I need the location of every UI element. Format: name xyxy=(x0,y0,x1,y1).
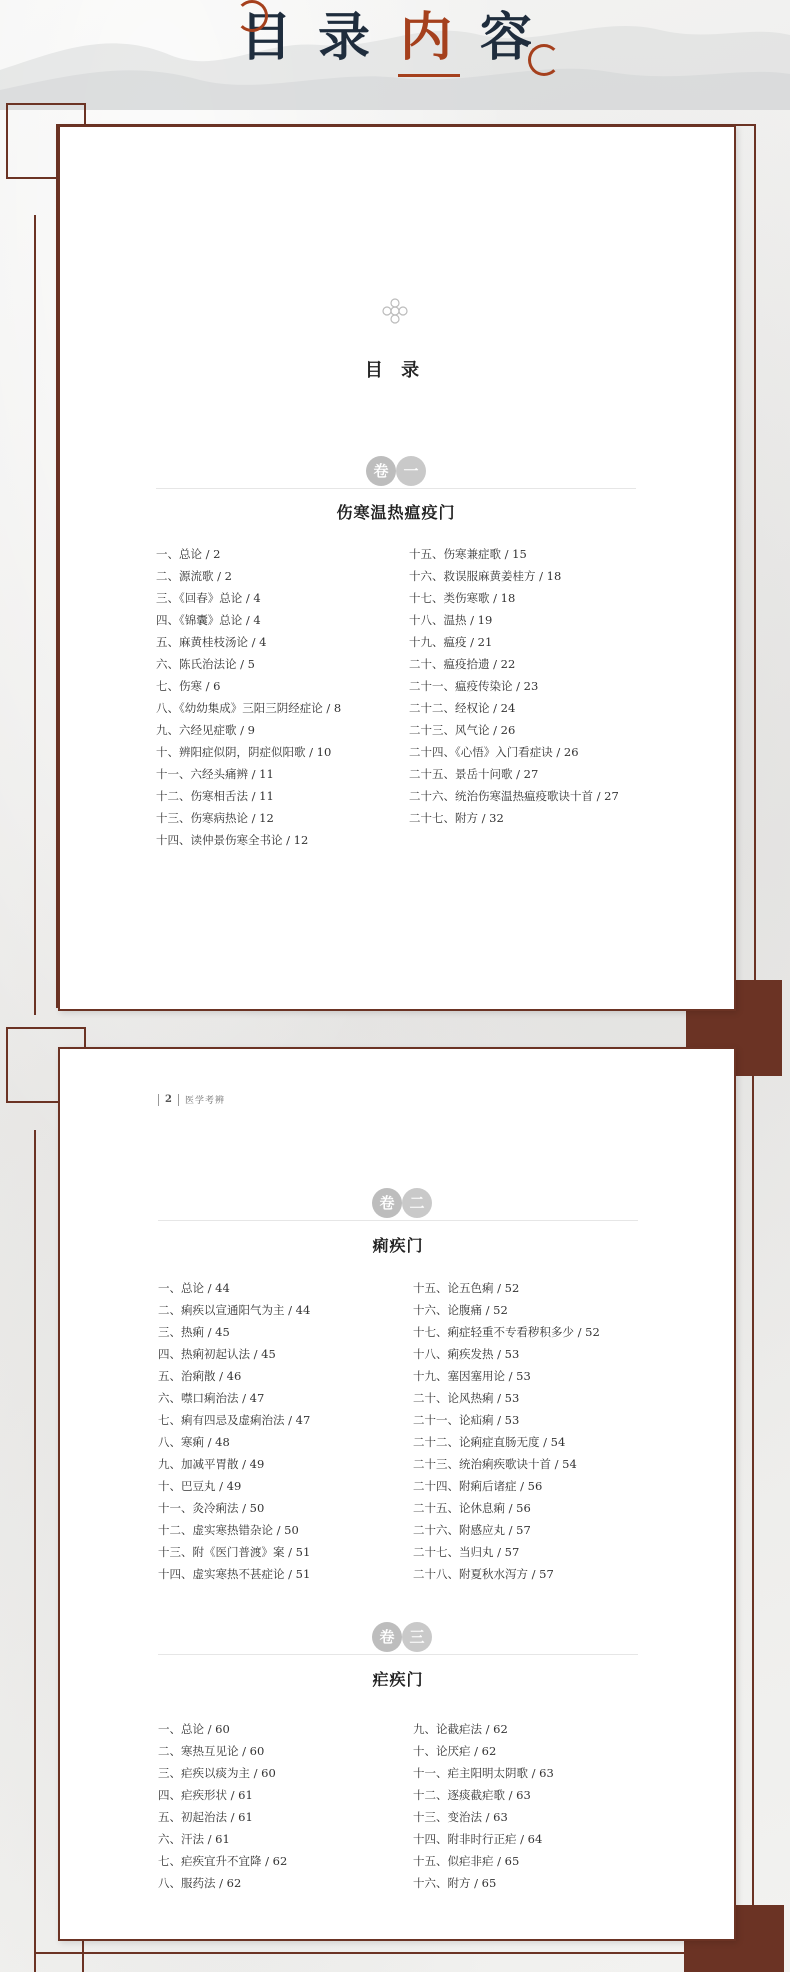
toc-entry: 二十、论风热痢 / 53 xyxy=(413,1391,520,1405)
header-char-1: 目 xyxy=(240,7,293,68)
page-number: 2 xyxy=(165,1094,172,1105)
toc-list-right-1 xyxy=(409,543,619,829)
toc-entry: 十一、六经头痛辨 / 11 xyxy=(156,767,274,781)
toc-entry: 二十一、论疝痢 / 53 xyxy=(413,1413,520,1427)
flower-ornament-icon xyxy=(380,296,410,326)
toc-list-right-2 xyxy=(413,1277,600,1585)
toc-entry: 十、论厌疟 / 62 xyxy=(413,1744,497,1758)
toc-entry: 十三、附《医门普渡》案 / 51 xyxy=(158,1545,311,1559)
toc-entry: 一、总论 / 44 xyxy=(158,1281,230,1295)
header-char-4: 容 xyxy=(480,7,533,68)
toc-entry: 十九、塞因塞用论 / 53 xyxy=(413,1369,531,1383)
toc-entry: 八、服药法 / 62 xyxy=(158,1876,242,1890)
toc-entry: 二十二、论痢症直肠无度 / 54 xyxy=(413,1435,566,1449)
toc-entry: 十、辨阳症似阴，阴症似阳歌 / 10 xyxy=(156,745,332,759)
toc-entry: 二十七、当归丸 / 57 xyxy=(413,1545,520,1559)
volume-title-1: 伤寒温热瘟疫门 xyxy=(336,503,456,522)
book-title: 医学考辨 xyxy=(184,1096,225,1106)
volume-badge-3: 卷 三 xyxy=(372,1622,432,1652)
toc-entry: 二十二、经权论 / 24 xyxy=(409,701,516,715)
toc-entry: 二、寒热互见论 / 60 xyxy=(158,1744,265,1758)
toc-entry: 十一、疟主阳明太阴歌 / 63 xyxy=(413,1766,554,1780)
header-char-2: 录 xyxy=(318,7,371,68)
side-rule-left-2 xyxy=(34,1130,36,1972)
toc-entry: 二、源流歌 / 2 xyxy=(156,569,233,583)
toc-entry: 十三、变治法 / 63 xyxy=(413,1810,508,1824)
toc-entry: 七、痢有四忌及虚痢治法 / 47 xyxy=(158,1413,311,1427)
toc-entry: 十四、虚实寒热不甚症论 / 51 xyxy=(158,1567,311,1581)
toc-entry: 七、疟疾宜升不宜降 / 62 xyxy=(158,1854,288,1868)
toc-entry: 二十四、附痢后诸症 / 56 xyxy=(413,1479,543,1493)
header-title xyxy=(0,0,790,90)
toc-entry: 十四、读仲景伤寒全书论 / 12 xyxy=(156,833,309,847)
volume-title-3: 疟疾门 xyxy=(372,1670,424,1689)
toc-entry: 三、疟疾以痰为主 / 60 xyxy=(158,1766,276,1780)
toc-entry: 五、治痢散 / 46 xyxy=(158,1369,242,1383)
toc-entry: 五、麻黄桂枝汤论 / 4 xyxy=(156,635,267,649)
volume-rule-3 xyxy=(158,1654,638,1655)
toc-list-left-1 xyxy=(156,543,341,851)
toc-entry: 二十五、景岳十问歌 / 27 xyxy=(409,767,539,781)
toc-entry: 二十一、瘟疫传染论 / 23 xyxy=(409,679,539,693)
volume-badge-1: 卷 一 xyxy=(366,456,426,486)
toc-entry: 二十、瘟疫拾遗 / 22 xyxy=(409,657,516,671)
toc-entry: 六、汗法 / 61 xyxy=(158,1832,230,1846)
toc-entry: 二十三、风气论 / 26 xyxy=(409,723,516,737)
volume-badge-2: 卷 二 xyxy=(372,1188,432,1218)
toc-entry: 二十八、附夏秋水泻方 / 57 xyxy=(413,1567,554,1581)
toc-entry: 十七、类伤寒歌 / 18 xyxy=(409,591,516,605)
toc-entry: 十五、论五色痢 / 52 xyxy=(413,1281,520,1295)
toc-entry: 十八、痢疾发热 / 53 xyxy=(413,1347,520,1361)
toc-entry: 十六、救误服麻黄姜桂方 / 18 xyxy=(409,569,562,583)
swirl-ornament-right xyxy=(528,44,560,76)
header-char-3: 内 xyxy=(400,7,453,68)
bottom-rule xyxy=(34,1952,774,1954)
toc-entry: 六、陈氏治法论 / 5 xyxy=(156,657,256,671)
toc-entry: 十七、痢症轻重不专看秽积多少 / 52 xyxy=(413,1325,600,1339)
toc-entry: 一、总论 / 2 xyxy=(156,547,221,561)
toc-entry: 十二、虚实寒热错杂论 / 50 xyxy=(158,1523,299,1537)
toc-entry: 十九、瘟疫 / 21 xyxy=(409,635,493,649)
toc-entry: 二十七、附方 / 32 xyxy=(409,811,504,825)
toc-entry: 十六、论腹痛 / 52 xyxy=(413,1303,508,1317)
toc-entry: 二十四、《心悟》入门看症诀 / 26 xyxy=(409,745,579,759)
toc-entry: 六、噤口痢治法 / 47 xyxy=(158,1391,265,1405)
toc-entry: 八、《幼幼集成》三阳三阴经症论 / 8 xyxy=(156,701,342,715)
toc-entry: 十二、伤寒相舌法 / 11 xyxy=(156,789,274,803)
toc-list-left-3 xyxy=(158,1718,287,1894)
toc-entry: 十八、温热 / 19 xyxy=(409,613,493,627)
toc-entry: 十五、似疟非疟 / 65 xyxy=(413,1854,520,1868)
side-rule-right-2 xyxy=(752,1050,754,1972)
toc-entry: 四、《锦囊》总论 / 4 xyxy=(156,613,261,627)
toc-entry: 五、初起治法 / 61 xyxy=(158,1810,253,1824)
toc-entry: 三、《回春》总论 / 4 xyxy=(156,591,261,605)
toc-entry: 十三、伤寒病热论 / 12 xyxy=(156,811,274,825)
toc-entry: 四、热痢初起认法 / 45 xyxy=(158,1347,276,1361)
toc-entry: 十六、附方 / 65 xyxy=(413,1876,497,1890)
toc-entry: 二十三、统治痢疾歌诀十首 / 54 xyxy=(413,1457,577,1471)
toc-list-left-2 xyxy=(158,1277,310,1585)
toc-entry: 三、热痢 / 45 xyxy=(158,1325,230,1339)
toc-entry: 十二、逐痰截疟歌 / 63 xyxy=(413,1788,531,1802)
running-header xyxy=(158,1093,225,1106)
toc-entry: 十五、伤寒兼症歌 / 15 xyxy=(409,547,527,561)
volume-rule-2 xyxy=(158,1220,638,1221)
toc-entry: 二十五、论休息痢 / 56 xyxy=(413,1501,531,1515)
toc-entry: 九、六经见症歌 / 9 xyxy=(156,723,256,737)
toc-entry: 八、寒痢 / 48 xyxy=(158,1435,230,1449)
toc-entry: 十一、灸冷痢法 / 50 xyxy=(158,1501,265,1515)
toc-entry: 十四、附非时行正疟 / 64 xyxy=(413,1832,543,1846)
side-rule-left-1 xyxy=(34,215,36,1015)
toc-entry: 二、痢疾以宣通阳气为主 / 44 xyxy=(158,1303,311,1317)
toc-entry: 九、加减平胃散 / 49 xyxy=(158,1457,265,1471)
toc-entry: 二十六、附感应丸 / 57 xyxy=(413,1523,531,1537)
toc-entry: 十、巴豆丸 / 49 xyxy=(158,1479,242,1493)
toc-entry: 四、疟疾形状 / 61 xyxy=(158,1788,253,1802)
header-divider-2 xyxy=(178,1094,179,1106)
toc-entry: 九、论截疟法 / 62 xyxy=(413,1722,508,1736)
toc-list-right-3 xyxy=(413,1718,554,1894)
toc-entry: 一、总论 / 60 xyxy=(158,1722,230,1736)
toc-entry: 二十六、统治伤寒温热瘟疫歌诀十首 / 27 xyxy=(409,789,619,803)
header-underline xyxy=(398,74,460,77)
toc-entry: 七、伤寒 / 6 xyxy=(156,679,221,693)
volume-title-2: 痢疾门 xyxy=(372,1236,424,1255)
volume-rule-1 xyxy=(156,488,636,489)
doc-title: 目 录 xyxy=(364,360,426,381)
swirl-ornament-left xyxy=(236,0,268,32)
header-divider xyxy=(158,1094,159,1106)
